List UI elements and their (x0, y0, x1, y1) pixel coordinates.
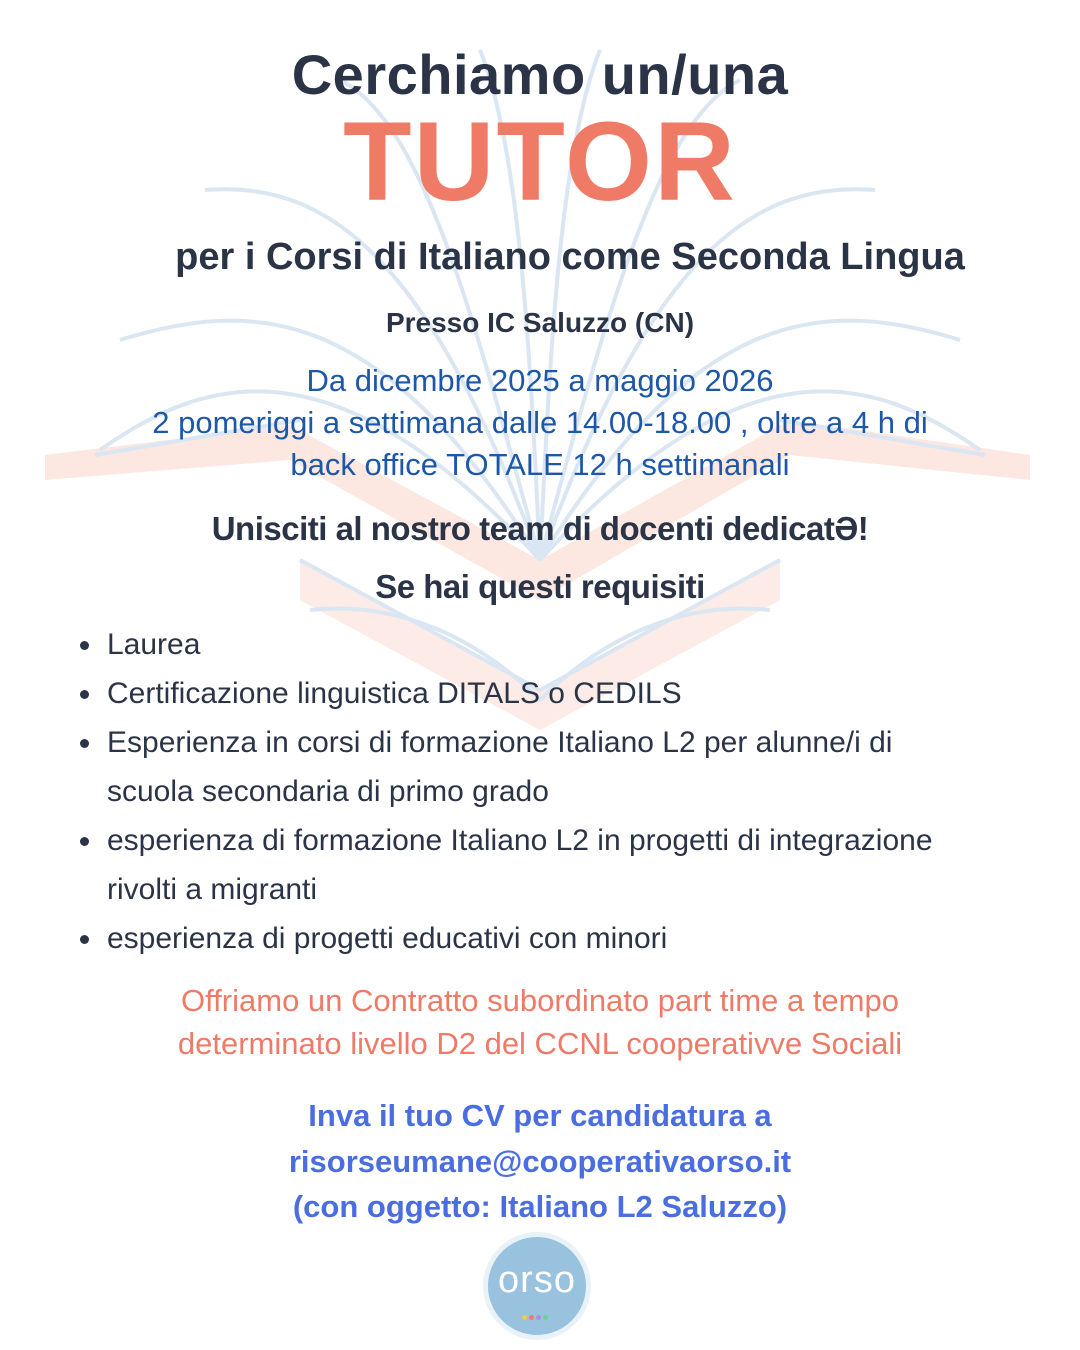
role-title: TUTOR (343, 99, 737, 224)
list-item (72, 816, 1062, 914)
list-item (72, 669, 1062, 718)
call-to-join: Unisciti al nostro team di docenti dedicatƏ! (211, 510, 869, 547)
requirement-text: Certificazione linguistica DITALS o CEDILS (107, 677, 682, 710)
apply-line: Inva il tuo CV per candidatura a (308, 1098, 772, 1133)
offer-line: determinato livello D2 del CCNL cooperativve Sociali (177, 1025, 903, 1061)
requirements-heading: Se hai questi requisiti (375, 568, 705, 605)
schedule-line: Da dicembre 2025 a maggio 2026 (306, 363, 774, 398)
bullet-icon (80, 690, 89, 699)
logo-dots-icon (522, 1307, 554, 1313)
apply-block (0, 1093, 1080, 1230)
subtitle: per i Corsi di Italiano come Seconda Lingua (175, 236, 965, 278)
orso-logo (483, 1232, 591, 1340)
requirement-text-continued: rivolti a migranti (107, 873, 318, 906)
bullet-icon (80, 935, 89, 944)
location: Presso IC Saluzzo (CN) (385, 307, 695, 338)
apply-line: (con oggetto: Italiano L2 Saluzzo) (292, 1189, 788, 1225)
requirement-text: Esperienza in corsi di formazione Italiano L2 per alunne/i di (107, 726, 893, 759)
bullet-icon (80, 837, 89, 846)
requirements-list (72, 620, 1062, 963)
list-item (72, 914, 1062, 963)
bullet-icon (80, 641, 89, 650)
list-item (72, 620, 1062, 669)
requirement-text: Laurea (107, 628, 201, 661)
bullet-icon (80, 739, 89, 748)
offer-line: Offriamo un Contratto subordinato part time a tempo (181, 983, 899, 1018)
email-link[interactable]: risorseumane@cooperativaorso.it (288, 1143, 792, 1179)
requirement-text: esperienza di formazione Italiano L2 in progetti di integrazione (107, 824, 933, 857)
logo-text: orso (498, 1259, 576, 1301)
requirement-text-continued: scuola secondaria di primo grado (107, 775, 549, 808)
headline: Cerchiamo un/una (291, 43, 789, 106)
offer-block (0, 980, 1080, 1066)
schedule-line: back office TOTALE 12 h settimanali (290, 447, 790, 483)
list-item (72, 718, 1062, 816)
schedule-block (0, 360, 1080, 486)
requirement-text: esperienza di progetti educativi con minori (107, 922, 668, 955)
schedule-line: 2 pomeriggi a settimana dalle 14.00-18.00 , oltre a 4 h di (152, 405, 928, 441)
